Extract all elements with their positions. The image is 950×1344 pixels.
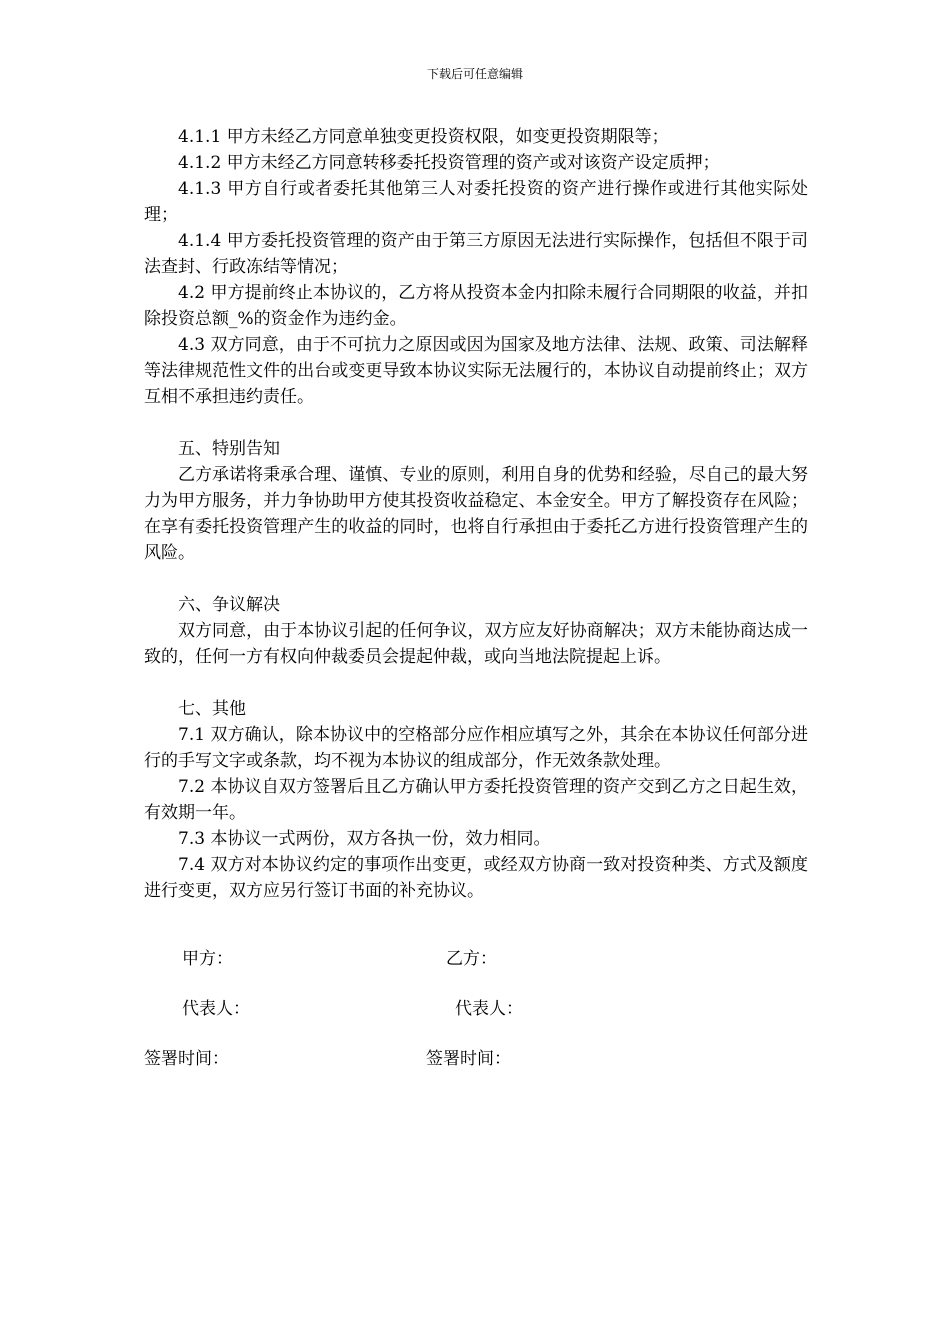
- party-a-label: 甲方：: [182, 949, 233, 969]
- rep-a-label: 代表人：: [182, 999, 250, 1019]
- clause-4-3: 4.3 双方同意，由于不可抗力之原因或因为国家及地方法律、法规、政策、司法解释等法律规范性文件的出台或变更导致本协议实际无法履行的，本协议自动提前终止；双方互相不承担违约责任。: [144, 335, 808, 407]
- section-6-title: 六、争议解决: [178, 595, 280, 615]
- party-b-label: 乙方：: [446, 949, 497, 969]
- date-b-label: 签署时间：: [426, 1049, 511, 1069]
- section-5: [144, 436, 808, 566]
- clause-4-2: 4.2 甲方提前终止本协议的，乙方将从投资本金内扣除未履行合同期限的收益，并扣除投资总额_%的资金作为违约金。: [144, 283, 808, 329]
- clause-7-1: 7.1 双方确认，除本协议中的空格部分应作相应填写之外，其余在本协议任何部分进行的手写文字或条款，均不视为本协议的组成部分，作无效条款处理。: [144, 725, 808, 771]
- clause-4-1-1: 4.1.1 甲方未经乙方同意单独变更投资权限，如变更投资期限等；: [178, 127, 669, 147]
- clause-7-2: 7.2 本协议自双方签署后且乙方确认甲方委托投资管理的资产交到乙方之日起生效，有效期一年。: [144, 777, 808, 823]
- header-note: 下载后可任意编辑: [426, 67, 523, 81]
- section-7-title: 七、其他: [178, 699, 246, 719]
- section-6: [144, 592, 808, 670]
- clause-7-3: 7.3 本协议一式两份，双方各执一份，效力相同。: [178, 829, 551, 849]
- section-6-body: 双方同意，由于本协议引起的任何争议，双方应友好协商解决；双方未能协商达成一致的，任何一方有权向仲裁委员会提起仲裁，或向当地法院提起上诉。: [144, 621, 808, 667]
- clause-7-4: 7.4 双方对本协议约定的事项作出变更，或经双方协商一致对投资种类、方式及额度进行变更，双方应另行签订书面的补充协议。: [144, 855, 808, 901]
- section-5-title: 五、特别告知: [178, 439, 280, 459]
- section-4-clauses: [144, 124, 808, 410]
- clause-4-1-3: 4.1.3 甲方自行或者委托其他第三人对委托投资的资产进行操作或进行其他实际处理；: [144, 179, 808, 225]
- date-a-label: 签署时间：: [144, 1049, 229, 1069]
- rep-b-label: 代表人：: [455, 999, 523, 1019]
- document-body: [144, 124, 808, 904]
- section-7: [144, 696, 808, 904]
- clause-4-1-4: 4.1.4 甲方委托投资管理的资产由于第三方原因无法进行实际操作，包括但不限于司法查封、行政冻结等情况；: [144, 231, 808, 277]
- clause-4-1-2: 4.1.2 甲方未经乙方同意转移委托投资管理的资产或对该资产设定质押；: [178, 153, 720, 173]
- section-5-body: 乙方承诺将秉承合理、谨慎、专业的原则，利用自身的优势和经验，尽自己的最大努力为甲方服务，并力争协助甲方使其投资收益稳定、本金安全。甲方了解投资存在风险；在享有委托投资管理产生的收益的同时，也将自行承担由于委托乙方进行投资管理产生的风险。: [144, 465, 808, 563]
